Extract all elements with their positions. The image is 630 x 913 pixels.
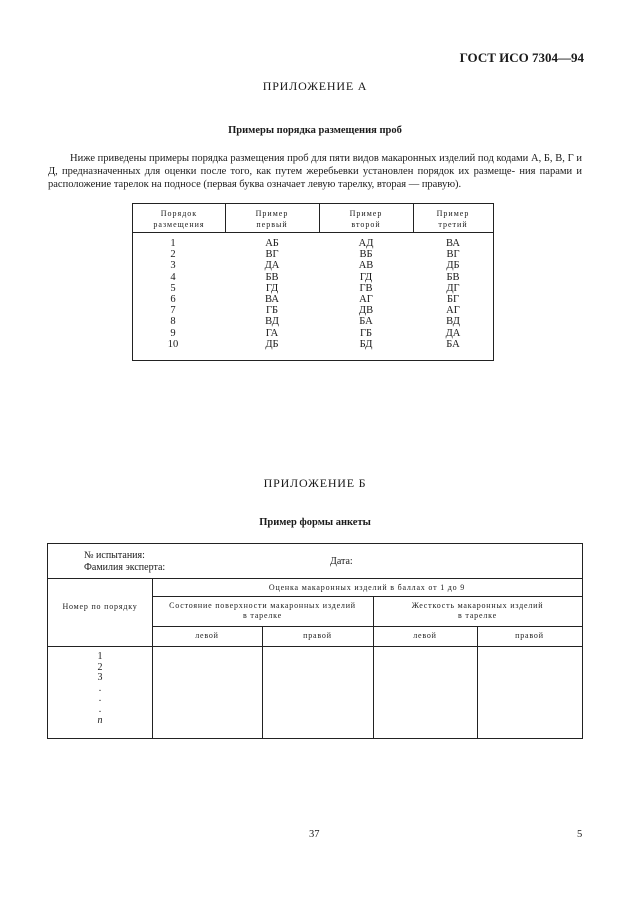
test-number-field[interactable]: № испытания: [84, 550, 145, 561]
form-divider [477, 626, 478, 738]
table-cell: АВ [358, 260, 374, 272]
table-cell: ДА [445, 327, 461, 339]
table-cell: ДГ [446, 282, 460, 294]
intro-line-2: Б, В, Г и Д, предназначенных для оценки после того, как путем жеребьевки установлен порядок их размеще- [48, 153, 582, 177]
table-cell: ГД [359, 271, 373, 283]
table-cell: ДА [264, 260, 280, 272]
header-label: Пример [255, 209, 289, 218]
expert-name-field[interactable]: Фамилия эксперта: [84, 562, 166, 573]
header-label: Пример [349, 209, 383, 218]
header-label: Состояние поверхности макаронных изделий [169, 601, 356, 610]
col-score-header: Оценка макаронных изделий в баллах от 1 до 9 [268, 583, 466, 592]
table-cell: ГА [265, 327, 279, 339]
col-surface-header [152, 601, 373, 621]
table-cell: ВД [446, 316, 460, 328]
header-label: Порядок [160, 209, 198, 218]
form-divider [48, 578, 582, 579]
form-divider [152, 596, 582, 597]
table-cell: ДБ [446, 260, 460, 272]
column-order-values [133, 238, 213, 350]
intro-line-1: Ниже приведены примеры порядка размещения проб для пяти видов макаронных изделий под кодами А, [70, 153, 542, 164]
table-cell: ВА [446, 238, 460, 249]
table-cell: ГВ [359, 282, 373, 294]
page-number-center: 37 [309, 829, 320, 840]
table-cell: 7 [170, 305, 176, 317]
table-cell: АГ [359, 294, 373, 306]
row-number: . [98, 703, 102, 715]
table-cell: БВ [265, 271, 279, 283]
table-cell: БА [446, 338, 460, 350]
table-cell: 10 [167, 338, 179, 350]
appendix-a-subtitle: Примеры порядка размещения проб [228, 125, 402, 136]
table-cell: 2 [170, 249, 176, 261]
table-cell: 5 [170, 282, 176, 294]
row-number: 1 [97, 651, 103, 662]
column-example-1-values [225, 238, 319, 350]
column-example-3-values [413, 238, 493, 350]
table-cell: 8 [170, 316, 176, 328]
col-surface-right: правой [303, 631, 332, 640]
row-number: 3 [97, 672, 103, 684]
col-order-header: Номер по порядку [62, 602, 138, 611]
table-cell: БА [359, 316, 373, 328]
row-number: 2 [97, 661, 103, 673]
table-cell: ВГ [446, 249, 460, 261]
header-example-2 [319, 204, 413, 234]
header-example-3 [413, 204, 493, 234]
form-divider [48, 646, 582, 647]
col-hardness-right: правой [515, 631, 544, 640]
table-cell: ВА [265, 294, 279, 306]
header-label: Пример [436, 209, 470, 218]
column-example-2-values [319, 238, 413, 350]
placement-table [132, 203, 494, 361]
row-numbers [48, 652, 152, 726]
table-cell: ВГ [265, 249, 279, 261]
table-cell: 9 [170, 327, 176, 339]
col-hardness-left: левой [413, 631, 437, 640]
header-order [133, 204, 225, 234]
table-cell: БД [359, 338, 373, 350]
appendix-b-title: ПРИЛОЖЕНИЕ Б [263, 476, 367, 490]
table-cell: 1 [170, 238, 176, 249]
header-example-1 [225, 204, 319, 234]
table-cell: ГБ [359, 327, 373, 339]
row-number: . [98, 682, 102, 694]
document-id: ГОСТ ИСО 7304—94 [459, 50, 584, 65]
table-cell: АД [358, 238, 374, 249]
appendix-a-title: ПРИЛОЖЕНИЕ А [262, 79, 368, 93]
table-cell: БВ [446, 271, 460, 283]
header-label: в тарелке [458, 611, 497, 620]
table-cell: ДВ [358, 305, 374, 317]
header-label: третий [438, 220, 468, 229]
appendix-a-intro [48, 152, 582, 191]
header-label: второй [351, 220, 381, 229]
table-cell: ГД [265, 282, 279, 294]
table-cell: БГ [446, 294, 460, 306]
table-cell: ДБ [265, 338, 279, 350]
row-number: n [97, 714, 103, 726]
table-cell: 3 [170, 260, 176, 272]
table-cell: 6 [170, 294, 176, 306]
row-number: . [98, 693, 102, 705]
table-cell: 4 [170, 271, 176, 283]
table-cell: ВД [265, 316, 279, 328]
page-number-right: 5 [577, 829, 583, 840]
col-hardness-header [373, 601, 582, 621]
header-label: Жесткость макаронных изделий [411, 601, 544, 610]
table-cell: АГ [446, 305, 460, 317]
appendix-b-subtitle: Пример формы анкеты [259, 517, 371, 528]
form-divider [152, 626, 582, 627]
header-label: первый [256, 220, 288, 229]
questionnaire-form [47, 543, 583, 739]
table-cell: ГБ [265, 305, 279, 317]
form-divider [262, 626, 263, 738]
date-field[interactable]: Дата: [330, 556, 353, 567]
header-label: в тарелке [243, 611, 282, 620]
col-surface-left: левой [195, 631, 219, 640]
table-cell: АБ [265, 238, 279, 249]
table-cell: ВБ [359, 249, 373, 261]
header-label: размещения [153, 220, 205, 229]
intro-line-3: ния парами и расположение тарелок на подносе (первая буква означает левую тарелку, вторая — правую). [48, 166, 583, 190]
